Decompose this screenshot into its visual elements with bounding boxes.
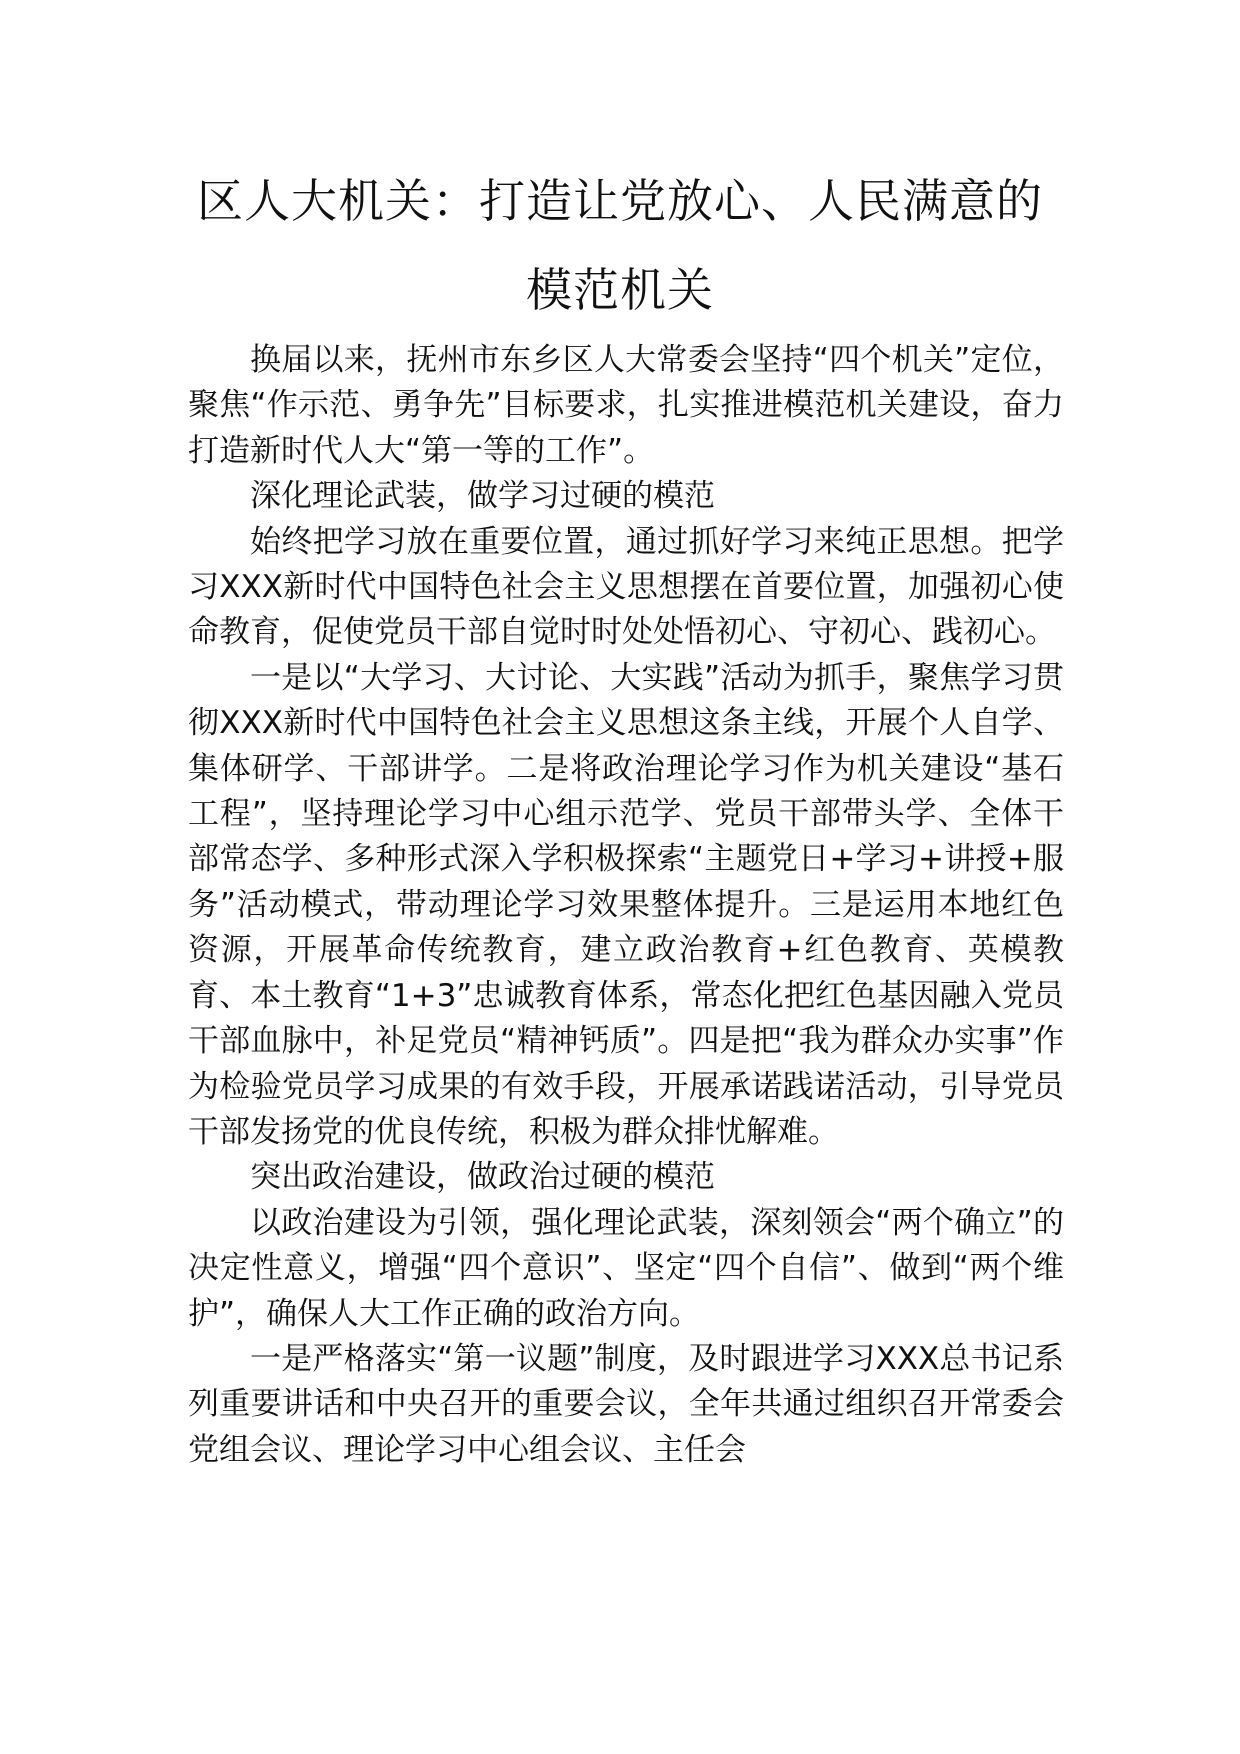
body-paragraph: 一是严格落实“第一议题”制度，及时跟进学习XXX总书记系列重要讲话和中央召开的重要会议，全年共通过组织召开常委会党组会议、理论学习中心组会议、主任会 — [188, 1340, 1064, 1468]
section-heading-theory: 深化理论武装，做学习过硬的模范 — [250, 478, 715, 515]
body-paragraph: 一是以“大学习、大讨论、大实践”活动为抓手，聚焦学习贯彻XXX新时代中国特色社会主义思想这条主线，开展个人自学、集体研学、干部讲学。二是将政治理论学习作为机关建设“基石工程”，坚持理论学习中心组示范学、党员干部带头学、全体干部常态学、多种形式深入学积极探索“主题党日+学习+讲授+服务”活动模式，带动理论学习效果整体提升。三是运用本地红色资源，开展革命传统教育，建立政治教育+红色教育、英模教育、本土教育“1+3”忠诚教育体系，常态化把红色基因融入党员干部血脉中，补足党员“精神钙质”。四是把“我为群众办实事”作为检验党员学习成果的有效手段，开展承诺践诺活动，引导党员干部发扬党的优良传统，积极为群众排忧解难。 — [188, 659, 1064, 1150]
section-heading-politics: 突出政治建设，做政治过硬的模范 — [250, 1159, 715, 1196]
document-body — [188, 338, 1064, 1473]
body-paragraph: 始终把学习放在重要位置，通过抓好学习来纯正思想。把学习XXX新时代中国特色社会主义思想摆在首要位置，加强初心使命教育，促使党员干部自觉时时处处悟初心、守初心、践初心。 — [188, 523, 1064, 651]
body-paragraph: 以政治建设为引领，强化理论武装，深刻领会“两个确立”的决定性意义，增强“四个意识”、坚定“四个自信”、做到“两个维护”，确保人大工作正确的政治方向。 — [188, 1204, 1064, 1332]
document-title-line-2: 模范机关 — [526, 263, 714, 317]
intro-paragraph: 换届以来，抚州市东乡区人大常委会坚持“四个机关”定位，聚焦“作示范、勇争先”目标要求，扎实推进模范机关建设，奋力打造新时代人大“第一等的工作”。 — [188, 342, 1064, 469]
document-title-line-1: 区人大机关：打造让党放心、人民满意的 — [197, 174, 1043, 228]
